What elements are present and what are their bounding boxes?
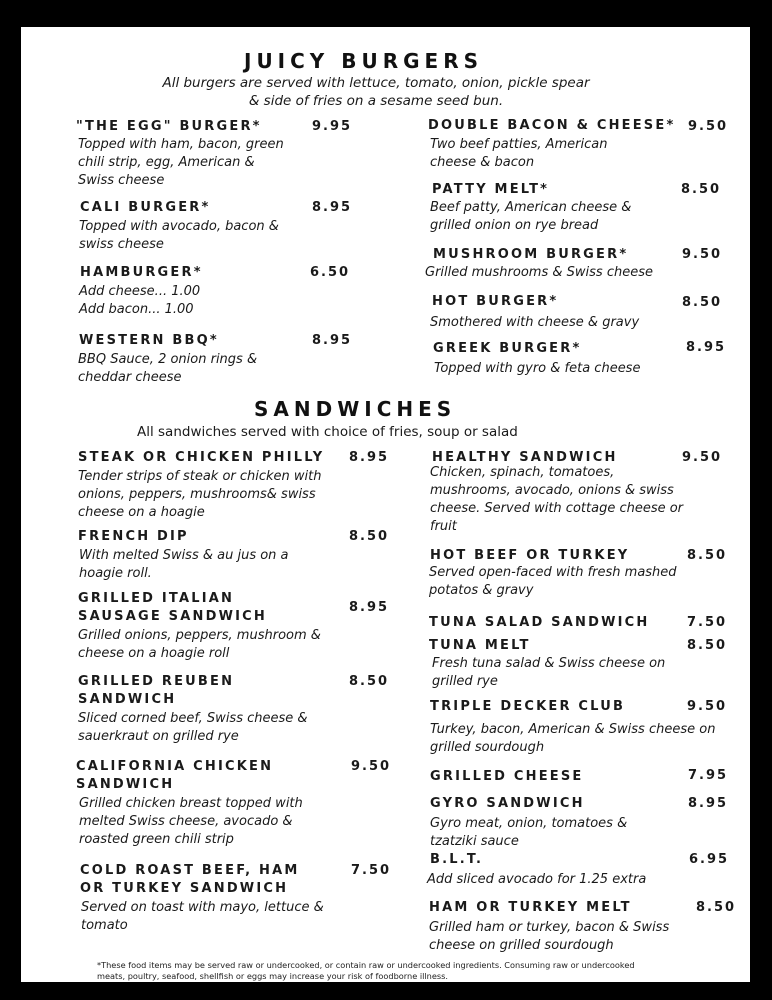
- item-name: GRILLED CHEESE: [430, 769, 584, 784]
- item-price: 8.50: [687, 548, 728, 563]
- item-description: Add sliced avocado for 1.25 extra: [427, 872, 647, 887]
- item-price: 9.50: [687, 699, 728, 714]
- item-description: Sliced corned beef, Swiss cheese & sauerkraut on grilled rye: [78, 711, 308, 744]
- item-price: 8.95: [349, 450, 390, 465]
- item-name: HOT BURGER*: [432, 294, 559, 309]
- footnote: *These food items may be served raw or undercooked, or contain raw or undercooked ingredients. Consuming raw or undercooked meats, poultry, seafood, shellfish or eggs may increase your risk of foodborne illness.: [97, 960, 635, 981]
- item-description: Served on toast with mayo, lettuce & tomato: [81, 900, 324, 933]
- item-name: STEAK OR CHICKEN PHILLY: [78, 450, 325, 465]
- item-price: 9.50: [682, 450, 723, 465]
- item-description: Chicken, spinach, tomatoes, mushrooms, avocado, onions & swiss cheese. Served with cottage cheese or fruit: [430, 465, 684, 534]
- item-description: Served open-faced with fresh mashed potatos & gravy: [429, 565, 677, 598]
- item-price: 8.95: [312, 333, 353, 348]
- item-description: Grilled chicken breast topped with melted Swiss cheese, avocado & roasted green chili strip: [79, 796, 303, 847]
- item-price: 8.50: [681, 182, 722, 197]
- item-description: Grilled mushrooms & Swiss cheese: [425, 265, 653, 280]
- item-price: 8.50: [349, 529, 390, 544]
- item-name: TUNA MELT: [429, 638, 531, 653]
- item-description: Smothered with cheese & gravy: [430, 315, 640, 330]
- item-name: FRENCH DIP: [78, 529, 189, 544]
- item-description: Grilled ham or turkey, bacon & Swiss cheese on grilled sourdough: [429, 920, 670, 953]
- item-name: HOT BEEF OR TURKEY: [430, 548, 630, 563]
- item-price: 9.50: [351, 759, 392, 774]
- item-name: COLD ROAST BEEF, HAM OR TURKEY SANDWICH: [80, 863, 300, 896]
- item-description: Gyro meat, onion, tomatoes & tzatziki sauce: [430, 816, 628, 849]
- sandwiches-subtitle: All sandwiches served with choice of fries, soup or salad: [137, 424, 518, 440]
- item-description: Add cheese... 1.00 Add bacon... 1.00: [79, 284, 201, 317]
- item-name: HEALTHY SANDWICH: [432, 450, 618, 465]
- item-price: 7.95: [688, 768, 729, 783]
- item-name: GRILLED REUBEN SANDWICH: [78, 674, 235, 707]
- item-price: 8.95: [349, 600, 390, 615]
- item-price: 7.50: [687, 615, 728, 630]
- item-price: 9.50: [688, 119, 729, 134]
- menu-page: [21, 27, 750, 982]
- item-description: Topped with avocado, bacon & swiss cheese: [79, 219, 279, 252]
- item-price: 7.50: [351, 863, 392, 878]
- item-name: TUNA SALAD SANDWICH: [429, 615, 650, 630]
- item-name: PATTY MELT*: [432, 182, 550, 197]
- item-name: HAM OR TURKEY MELT: [429, 900, 632, 915]
- item-price: 8.95: [312, 200, 353, 215]
- item-price: 6.50: [310, 265, 351, 280]
- item-price: 8.50: [687, 638, 728, 653]
- item-name: WESTERN BBQ*: [79, 333, 219, 348]
- item-price: 9.95: [312, 119, 353, 134]
- item-name: "THE EGG" BURGER*: [76, 119, 262, 134]
- item-name: DOUBLE BACON & CHEESE*: [428, 118, 676, 133]
- item-description: Topped with gyro & feta cheese: [434, 361, 641, 376]
- item-description: Fresh tuna salad & Swiss cheese on grilled rye: [432, 656, 666, 689]
- item-name: B.L.T.: [430, 852, 484, 867]
- item-name: CALIFORNIA CHICKEN SANDWICH: [76, 759, 274, 792]
- item-name: GRILLED ITALIAN SAUSAGE SANDWICH: [78, 591, 267, 624]
- item-description: Beef patty, American cheese & grilled onion on rye bread: [430, 200, 632, 233]
- item-description: Two beef patties, American cheese & bacon: [430, 137, 608, 170]
- item-description: Turkey, bacon, American & Swiss cheese on grilled sourdough: [430, 722, 716, 755]
- item-description: Topped with ham, bacon, green chili strip, egg, American & Swiss cheese: [78, 137, 284, 188]
- item-name: MUSHROOM BURGER*: [433, 247, 629, 262]
- item-name: CALI BURGER*: [80, 200, 211, 215]
- item-name: GYRO SANDWICH: [430, 796, 585, 811]
- burgers-title: JUICY BURGERS: [244, 49, 484, 73]
- item-name: TRIPLE DECKER CLUB: [430, 699, 626, 714]
- item-description: With melted Swiss & au jus on a hoagie roll.: [79, 548, 289, 581]
- item-description: BBQ Sauce, 2 onion rings & cheddar cheese: [78, 352, 258, 385]
- item-price: 8.95: [688, 796, 729, 811]
- item-name: GREEK BURGER*: [433, 341, 582, 356]
- item-price: 9.50: [682, 247, 723, 262]
- item-name: HAMBURGER*: [80, 265, 203, 280]
- item-price: 8.50: [682, 295, 723, 310]
- item-price: 8.50: [696, 900, 737, 915]
- item-description: Tender strips of steak or chicken with onions, peppers, mushrooms& swiss cheese on a hoagie: [78, 469, 322, 520]
- item-price: 8.95: [686, 340, 727, 355]
- burgers-subtitle: All burgers are served with lettuce, tomato, onion, pickle spear & side of fries on a sesame seed bun.: [162, 75, 590, 109]
- item-description: Grilled onions, peppers, mushroom & cheese on a hoagie roll: [78, 628, 321, 661]
- sandwiches-title: SANDWICHES: [254, 397, 457, 421]
- item-price: 6.95: [689, 852, 730, 867]
- item-price: 8.50: [349, 674, 390, 689]
